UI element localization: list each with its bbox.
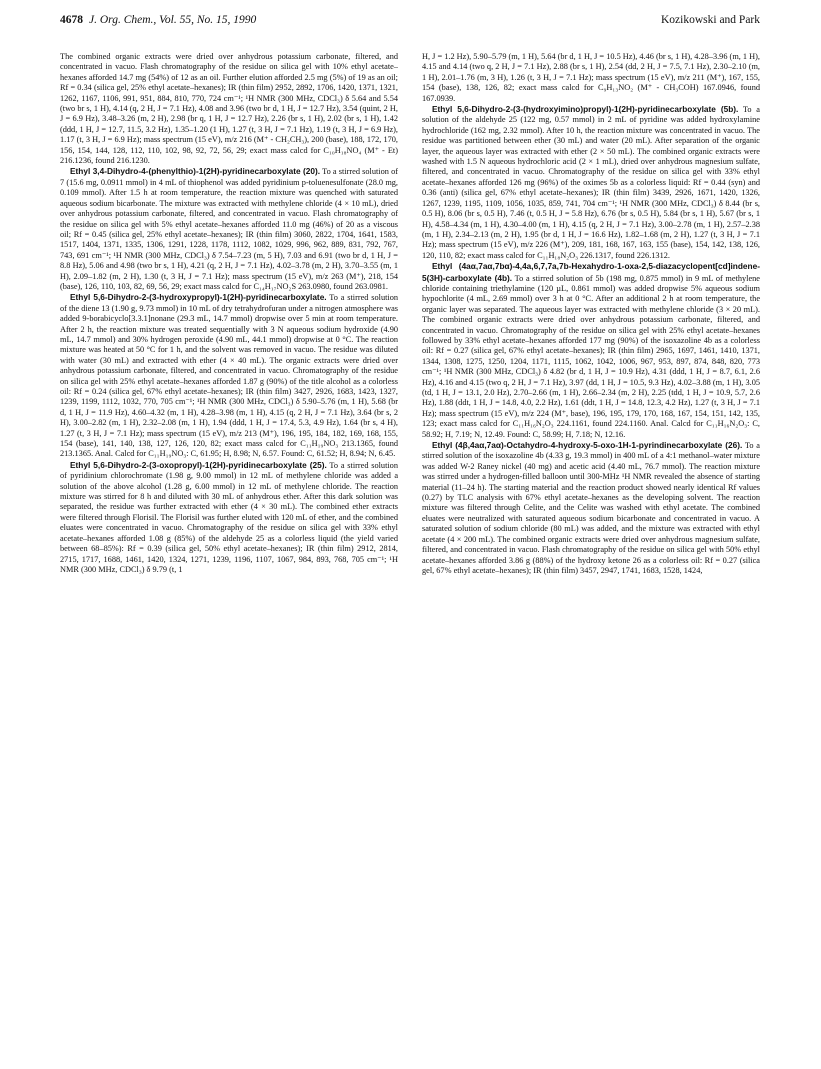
paragraph-text: To a solution of the aldehyde 25 (122 mg, 0.57 mmol) in 2 mL of pyridine was added hydroxylamine hydrochloride (162 mg, 2.32 mmol). After 10 h, the reaction mixture was concentrated in vacuo. The residue was partitioned between ether (30 mL) and water (20 mL). After separation of the organic layer, the aqueous layer was extracted with ether (2 × 50 mL). The combined organic extracts were washed with 1.5 N aqueous hydrochloric acid (2 × 1 mL), dried over anhydrous magnesium sulfate, filtered, and concentrated in vacuo. Chromatography of the residue on silica gel with 33% ethyl acetate–hexanes afforded 126 mg (96%) of the oximes 5b as a colorless liquid: Rf = 0.44 (syn) and 0.36 (anti) (silica gel, 67% ethyl acetate–hexanes); IR (thin film) 3439, 2926, 1671, 1420, 1326, 1267, 1239, 1195, 1109, 1056, 1035, 859, 741, 704 cm⁻¹; ¹H NMR (300 MHz, CDCl₃) δ 8.44 (br s, 0.5 H), 8.06 (br s, 0.5 H), 7.46 (t, 0.5 H, J = 5.8 Hz), 6.76 (br s, 0.5 H), 5.84 (br s, 1 H), 5.67 (br s, 1 H), 4.58–4.34 (m, 1 H), 4.30–4.00 (m, 1 H), 4.15 (q, 2 H, J = 7.1 Hz), 3.00–2.78 (m, 1 H), 2.57–2.38 (m, 1 H), 2.34–2.13 (m, 2 H), 1.95 (br d, 1 H, J = 16.6 Hz), 1.82–1.68 (m, 2 H), 1.27 (t, 3 H, J = 7.1 Hz); mass spectrum (15 eV), m/z 226 (M⁺), 209, 181, 168, 167, 163, 155 (base), 154, 142, 138, 126, 120, 110, 82; exact mass calcd for C₁₁H₁₈N₂O₃ 226.1317, found 226.1312. [422,105,760,260]
left-column [60,52,398,1052]
paragraph-text: H, J = 1.2 Hz), 5.90–5.79 (m, 1 H), 5.64 (br d, 1 H, J = 10.5 Hz), 4.46 (br s, 1 H), 4.28–3.96 (m, 1 H), 4.15 and 4.14 (two q, 2 H, J = 7.1 Hz), 2.88 (br s, 1 H), 2.54 (dd, 2 H, J = 7.5, 7.1 Hz), 2.30–2.10 (m, 1 H), 2.01–1.76 (m, 3 H), 1.26 (t, 3 H, J = 7.1 Hz); mass spectrum (15 eV), m/z 211 (M⁺), 167, 155, 154 (base), 138, 126, 82; exact mass calcd for C₉H₁₃NO₂ (M⁺ - CH₃COH) 167.0946, found 167.0939. [422,52,760,103]
page-number: 4678 [60,14,83,26]
paragraph [422,261,760,440]
paragraph [422,52,760,104]
journal-page [60,14,760,1054]
paragraph-text: To a stirred solution of 7 (15.6 mg, 0.0911 mmol) in 4 mL of thiophenol was added pyridinium p-toluenesulfonate (28.0 mg, 0.109 mmol). After 1.5 h at room temperature, the reaction mixture was quenched with saturated aqueous sodium bicarbonate. The mixture was extracted with methylene chloride (4 × 10 mL), dried over anhydrous potassium carbonate, filtered, and concentrated in vacuo. Flash chromatography of the residue on silica gel with 5% ethyl acetate–hexanes afforded 11.0 mg (46%) of 20 as a viscous oil; Rf = 0.45 (silica gel, 25% ethyl acetate–hexanes); IR (thin film) 3060, 2822, 1704, 1641, 1583, 1517, 1404, 1371, 1335, 1306, 1291, 1228, 1178, 1112, 1082, 1029, 996, 962, 889, 831, 792, 767, 743, 691 cm⁻¹; ¹H NMR (300 MHz, CDCl₃) δ 7.54–7.23 (m, 5 H), 7.03 and 6.91 (two br d, 1 H, J = 8.8 Hz), 5.06 and 4.98 (two br s, 1 H), 4.21 (q, 2 H, J = 7.1 Hz), 4.02–3.78 (m, 2 H), 3.70–3.55 (m, 1 H), 2.09–1.82 (m, 2 H), 1.30 (t, 3 H, J = 7.1 Hz); mass spectrum (15 eV), m/z 263 (M⁺), 218, 154 (base), 126, 110, 103, 82, 69, 56, 29; exact mass calcd for C₁₄H₁₇NO₂S 263.0980, found 263.0981. [60,167,398,291]
paragraph [60,166,398,292]
paragraph [422,440,760,576]
compound-title: Ethyl (4aα,7aα,7bα)-4,4a,6,7,7a,7b-Hexahydro-1-oxa-2,5-diazacyclopent[cd]indene-5(3H)-carboxylate (4b). [422,261,760,283]
journal-citation: J. Org. Chem., Vol. 55, No. 15, 1990 [89,14,257,26]
paragraph [422,104,760,261]
paragraph-text: To a stirred solution of pyridinium chlorochromate (1.98 g, 9.00 mmol) in 12 mL of methylene chloride was added a solution of the above alcohol (1.28 g, 6.00 mmol) in 12 mL of methylene chloride. The reaction mixture was stirred for 8 h and diluted with 30 mL of anhydrous ether. After this dark solution was separated, the residue was further extracted with ether (4 × 30 mL). The combined ether extracts were filtered through Florisil. The Florisil was further eluted with 120 mL of ether, and the combined eluates were concentrated in vacuo. Chromatography of the residue on silica gel with 33% ethyl acetate–hexanes afforded 1.08 g (85%) of the aldehyde 25 as a colorless liquid (the yield varied between 68–85%): Rf = 0.39 (silica gel, 50% ethyl acetate–hexanes); IR (thin film) 2912, 2814, 2715, 1717, 1688, 1461, 1420, 1324, 1271, 1239, 1196, 1107, 1067, 984, 893, 768, 705 cm⁻¹; ¹H NMR (300 MHz, CDCl₃) δ 9.79 (t, 1 [60,460,398,574]
paragraph [60,460,398,575]
compound-title: Ethyl 5,6-Dihydro-2-(3-(hydroxyimino)propyl)-1(2H)-pyridinecarboxylate (5b). [432,104,739,115]
paragraph [60,292,398,460]
compound-title: Ethyl 5,6-Dihydro-2-(3-hydroxypropyl)-1(2H)-pyridinecarboxylate. [70,292,327,303]
paragraph-text: To a stirred solution of the diene 13 (1.90 g, 9.73 mmol) in 10 mL of dry tetrahydrofuran under a nitrogen atmosphere was added 9-borabicyclo[3.3.1]nonane (29.3 mL, 14.7 mmol) dropwise over 5 min at room temperature. After 2 h, the reaction mixture was treated sequentially with 3 N aqueous sodium hydroxide (4.90 mL, 14.7 mmol) and 30% hydrogen peroxide (4.90 mL, 44.1 mmol) dropwise at 0 °C. The reaction mixture was heated at 50 °C for 1 h, and the solvent was removed in vacuo. The residue was diluted with water (30 mL) and extracted with ether (4 × 40 mL). The organic extracts were dried over anhydrous potassium carbonate, filtered, and concentrated in vacuo. Chromatography of the residue on silica gel with 25% ethyl acetate–hexanes afforded 1.87 g (90%) of the title alcohol as a colorless oil: Rf = 0.24 (silica gel, 67% ethyl acetate–hexanes); IR (thin film) 3427, 2926, 1683, 1423, 1327, 1239, 1199, 1112, 1032, 770, 705 cm⁻¹; ¹H NMR (300 MHz, CDCl₃) δ 5.90–5.76 (m, 1 H), 5.68 (br d, 1 H, J = 11.9 Hz), 4.60–4.32 (m, 1 H), 4.28–3.98 (m, 1 H), 4.15 (q, 2 H, J = 7.1 Hz), 3.64 (br s, 2 H), 3.00–2.82 (m, 1 H), 2.32–2.08 (m, 1 H), 1.94 (ddd, 1 H, J = 17.4, 5.3, 4.9 Hz), 1.64 (br s, 4 H), 1.27 (t, 3 H, J = 7.1 Hz); mass spectrum (15 eV), m/z 213 (M⁺), 196, 195, 184, 182, 169, 168, 155, 154 (base), 141, 140, 138, 127, 126, 120, 82; exact mass calcd for C₁₁H₁₉NO₃ 213.1365, found 213.1365. Anal. Calcd for C₁₁H₁₉NO₃: C, 61.95; H, 8.98; N, 6.57. Found: C, 61.52; H, 8.94; N, 6.45. [60,293,398,459]
compound-title: Ethyl 3,4-Dihydro-4-(phenylthio)-1(2H)-pyridinecarboxylate (20). [70,166,321,177]
header-authors: Kozikowski and Park [660,14,760,26]
paragraph-text: To a stirred solution of 5b (198 mg, 0.875 mmol) in 9 mL of methylene chloride containing triethylamine (120 µL, 0.861 mmol) was added dropwise 5% aqueous sodium hypochlorite (4 mL, 2.69 mmol) over 3 h at 0 °C. After an additional 2 h at room temperature, the organic layer was separated. The aqueous layer was extracted with methylene chloride (3 × 20 mL). The combined organic extracts were dried over anhydrous potassium carbonate, filtered, and concentrated in vacuo. Chromatography of the residue on silica gel with 25% ethyl acetate–hexanes followed by 33% ethyl acetate–hexanes afforded 177 mg (90%) of the isoxazoline 4b as a colorless oil: Rf = 0.27 (silica gel, 67% ethyl acetate–hexanes); IR (thin film) 2965, 1697, 1461, 1410, 1371, 1344, 1308, 1275, 1250, 1204, 1171, 1115, 1062, 1042, 1006, 967, 953, 897, 874, 848, 820, 773 cm⁻¹; ¹H NMR (300 MHz, CDCl₃) δ 4.82 (br d, 1 H, J = 10.9 Hz), 4.31 (ddd, 1 H, J = 8.7, 6.1, 2.6 Hz), 4.16 and 4.15 (two q, 2 H, J = 7.1 Hz), 3.97 (dd, 1 H, J = 10.5, 9.3 Hz), 4.02–3.88 (m, 1 H), 3.05 (td, 1 H, J = 13.1, 2.0 Hz), 2.70–2.66 (m, 1 H), 2.66–2.34 (m, 2 H), 2.25 (tdd, 1 H, J = 10.9, 5.7, 2.6 Hz), 1.88 (ddt, 1 H, J = 14.8, 4.0, 2.2 Hz), 1.61 (ddt, 1 H, J = 14.8, 12.3, 4.2 Hz), 1.27 (t, 3 H, J = 7.1 Hz); mass spectrum (15 eV), m/z 224 (M⁺, base), 196, 195, 179, 170, 168, 167, 154, 151, 142, 135, 123; exact mass calcd for C₁₁H₁₆N₂O₃ 224.1161, found 224.1160. Anal. Calcd for C₁₁H₁₆N₂O₃: C, 58.92; H, 7.19; N, 12.49. Found: C, 58.99; H, 7.18; N, 12.16. [422,273,760,439]
paragraph-text: The combined organic extracts were dried over anhydrous potassium carbonate, filtered, and concentrated in vacuo. Flash chromatography of the residue on silica gel with 10% ethyl acetate–hexanes afforded 14.7 mg (54%) of 12 as an oil. Further elution afforded 2.5 mg (5%) of 19 as an oil; Rf = 0.34 (silica gel, 25% ethyl acetate–hexanes); IR (thin film) 2952, 2892, 1706, 1420, 1371, 1321, 1262, 1167, 1106, 991, 951, 884, 810, 770, 724 cm⁻¹; ¹H NMR (300 MHz, CDCl₃) δ 5.64 and 5.54 (two br s, 1 H), 4.14 (q, 2 H, J = 7.1 Hz), 4.08 and 3.96 (two br d, 1 H, J = 12.7 Hz), 3.54 (quint, 2 H, J = 6.9 Hz), 3.48–3.26 (m, 2 H), 2.98 (br q, 1 H, J = 12.7 Hz), 2.26 (br s, 1 H), 2.02 (br s, 1 H), 1.42 (ddd, 1 H, J = 12.7, 11.5, 3.2 Hz), 1.35–1.20 (1 H), 1.27 (t, 3 H, J = 7.1 Hz), 1.19 (t, 3 H, J = 6.9 Hz), 1.17 (t, 3 H, J = 6.9 Hz); mass spectrum (15 eV), m/z 216 (M⁺ - CH₂CH₃), 200 (base), 188, 172, 170, 156, 154, 144, 128, 112, 110, 102, 98, 92, 72, 56, 29; exact mass calcd for C₁₀H₁₈NO₄ (M⁺ - Et) 216.1236, found 216.1230. [60,52,398,166]
running-header [60,14,760,32]
compound-title: Ethyl 5,6-Dihydro-2-(3-oxopropyl)-1(2H)-pyridinecarboxylate (25). [70,459,327,470]
paragraph [60,52,398,166]
paragraph-text: To a stirred solution of the isoxazoline 4b (4.33 g, 19.3 mmol) in 400 mL of a 4:1 methanol–water mixture was added W-2 Raney nickel (40 mg) and acetic acid (4.40 mL, 76.7 mmol). The reaction mixture was stirred under a hydrogen-filled balloon until 300-MHz ¹H NMR revealed the absence of starting material (11–24 h). The starting material and the reaction product showed nearly identical Rf values (0.27) by TLC analysis with 67% ethyl acetate–hexanes as the developing solvent. The reaction mixture was filtered through Celite, and the Celite was washed with ethyl acetate. The combined eluates were neutralized with saturated aqueous sodium bicarbonate and concentrated in vacuo. A saturated solution of sodium chloride (80 mL) was added, and the mixture was extracted with ethyl acetate (4 × 200 mL). The combined organic extracts were dried over anhydrous magnesium sulfate, filtered, and concentrated in vacuo. Flash chromatography of the residue on silica gel with 50% ethyl acetate–hexanes afforded 3.86 g (88%) of the hydroxy ketone 26 as a colorless oil: Rf = 0.27 (silica gel, 67% ethyl acetate–hexanes); IR (thin film) 3457, 2947, 1741, 1683, 1528, 1424, [422,441,760,575]
header-left [60,14,256,26]
compound-title: Ethyl (4β,4aα,7aα)-Octahydro-4-hydroxy-5-oxo-1H-1-pyrindinecarboxylate (26). [432,440,743,451]
right-column [422,52,760,1052]
